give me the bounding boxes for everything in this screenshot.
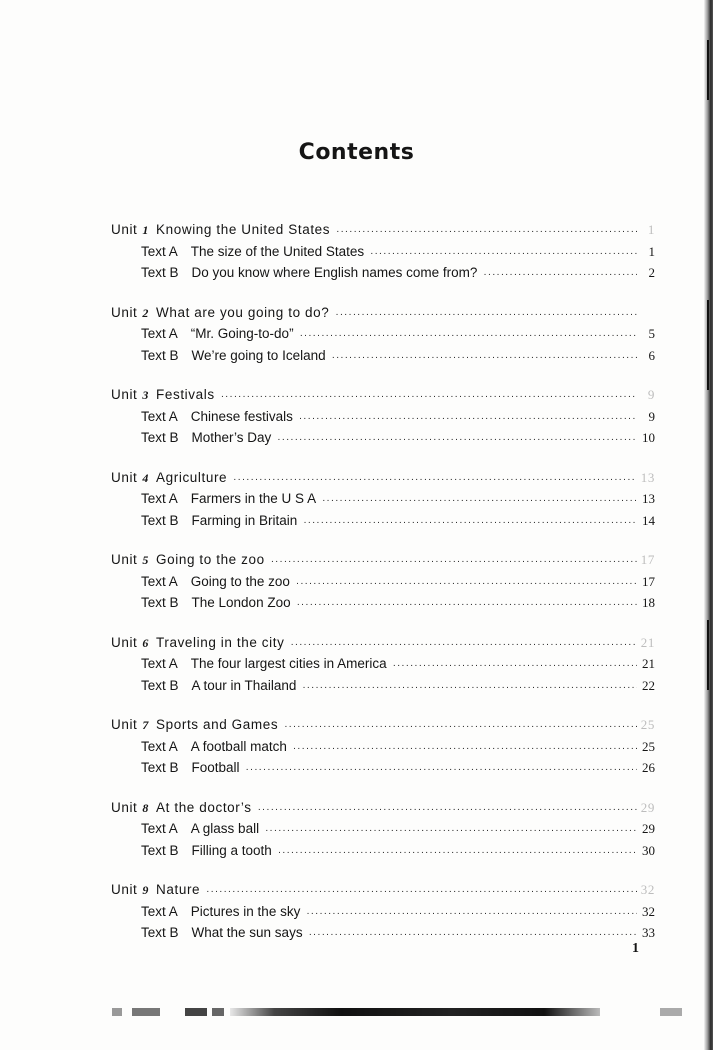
- text-entry[interactable]: [111, 571, 655, 593]
- text-entry[interactable]: [111, 262, 655, 284]
- dot-leader: [233, 469, 637, 491]
- unit-label: Unit: [111, 634, 138, 650]
- text-page-number: 9: [648, 408, 655, 424]
- unit-entry[interactable]: [111, 879, 655, 901]
- unit-group: [111, 219, 655, 284]
- table-of-contents: [111, 219, 655, 962]
- unit-title: Going to the zoo: [156, 552, 265, 567]
- dot-leader: [309, 924, 637, 946]
- text-entry[interactable]: [111, 818, 655, 840]
- text-title: Farming in Britain: [191, 512, 298, 528]
- unit-number: 1: [142, 223, 150, 237]
- dot-leader: [290, 634, 636, 656]
- unit-entry[interactable]: [111, 384, 655, 406]
- text-entry[interactable]: [111, 488, 655, 510]
- unit-page-number: 9: [647, 387, 655, 402]
- text-entry[interactable]: [111, 241, 655, 263]
- unit-group: [111, 632, 655, 697]
- text-entry[interactable]: [111, 922, 655, 944]
- text-title: Do you know where English names come from?: [191, 265, 478, 280]
- dot-leader: [278, 842, 637, 864]
- unit-title: Knowing the United States: [156, 222, 331, 237]
- unit-group: [111, 797, 655, 862]
- dot-leader: [265, 820, 637, 842]
- page-number: 1: [632, 941, 639, 956]
- unit-page-number: 13: [640, 469, 655, 485]
- unit-group: [111, 549, 655, 614]
- unit-group: [111, 714, 655, 779]
- unit-label: Unit: [111, 387, 138, 402]
- dot-leader: [370, 243, 637, 265]
- text-label: Text B: [141, 347, 179, 363]
- text-title: A tour in Thailand: [191, 677, 297, 693]
- unit-entry[interactable]: [111, 714, 655, 736]
- unit-number: 6: [142, 635, 150, 650]
- text-label: Text A: [141, 326, 178, 341]
- dot-leader: [246, 759, 637, 781]
- text-page-number: 26: [642, 760, 655, 775]
- unit-group: [111, 879, 655, 944]
- text-title: Football: [191, 760, 240, 775]
- text-label: Text B: [141, 842, 179, 858]
- text-page-number: 2: [648, 265, 655, 280]
- text-page-number: 18: [642, 595, 655, 610]
- text-page-number: 6: [648, 347, 655, 363]
- text-page-number: 32: [642, 903, 655, 919]
- unit-group: [111, 467, 655, 532]
- text-entry[interactable]: [111, 323, 655, 345]
- dot-leader: [206, 881, 637, 903]
- unit-page-number: 1: [647, 222, 655, 237]
- text-entry[interactable]: [111, 840, 655, 862]
- dot-leader: [277, 429, 637, 451]
- unit-group: [111, 302, 655, 367]
- unit-entry[interactable]: [111, 467, 655, 489]
- text-title: The four largest cities in America: [190, 656, 387, 671]
- text-label: Text B: [141, 512, 179, 528]
- unit-title: Sports and Games: [156, 717, 279, 732]
- text-title: We’re going to Iceland: [191, 347, 326, 363]
- text-label: Text B: [141, 677, 179, 693]
- text-title: Farmers in the U S A: [190, 491, 317, 506]
- text-label: Text A: [141, 656, 178, 671]
- unit-number: 8: [142, 800, 150, 815]
- text-label: Text A: [141, 573, 178, 589]
- page-title: Contents: [298, 140, 415, 165]
- text-page-number: 1: [648, 243, 655, 259]
- scan-edge-fleck: [707, 620, 709, 690]
- text-page-number: 29: [642, 821, 655, 836]
- unit-title: At the doctor’s: [156, 799, 252, 815]
- dot-leader: [271, 551, 637, 573]
- unit-number: 7: [142, 718, 150, 732]
- text-label: Text A: [141, 408, 178, 424]
- unit-page-number: 25: [640, 717, 655, 732]
- unit-entry[interactable]: [111, 549, 655, 571]
- text-entry[interactable]: [111, 736, 655, 758]
- unit-title: Agriculture: [156, 469, 228, 485]
- unit-number: 9: [142, 883, 150, 897]
- text-page-number: 21: [642, 656, 655, 671]
- scan-fleck: [112, 1008, 122, 1016]
- text-label: Text A: [141, 738, 178, 754]
- unit-title: What are you going to do?: [156, 304, 330, 320]
- text-label: Text A: [141, 903, 178, 919]
- dot-leader: [296, 573, 637, 595]
- text-title: A glass ball: [190, 821, 260, 836]
- text-entry[interactable]: [111, 510, 655, 532]
- text-title: Filling a tooth: [191, 842, 272, 858]
- dot-leader: [297, 594, 637, 616]
- unit-title: Festivals: [156, 387, 215, 402]
- text-page-number: 10: [642, 430, 655, 445]
- dot-leader: [335, 304, 637, 326]
- scan-fleck: [660, 1008, 682, 1016]
- text-title: Mother’s Day: [191, 430, 272, 445]
- unit-number: 3: [142, 388, 150, 402]
- dot-leader: [336, 221, 637, 243]
- text-label: Text B: [141, 595, 179, 610]
- text-title: Going to the zoo: [190, 573, 290, 589]
- scan-fleck: [185, 1008, 207, 1016]
- dot-leader: [293, 738, 637, 760]
- dot-leader: [393, 655, 637, 677]
- unit-number: 2: [142, 305, 150, 320]
- text-entry[interactable]: [111, 901, 655, 923]
- text-page-number: 5: [648, 326, 655, 341]
- dot-leader: [302, 677, 637, 699]
- text-label: Text A: [141, 821, 178, 836]
- text-title: The size of the United States: [190, 243, 365, 259]
- unit-label: Unit: [111, 552, 138, 567]
- text-page-number: 33: [642, 925, 655, 940]
- text-label: Text A: [141, 491, 178, 506]
- unit-label: Unit: [111, 469, 138, 485]
- text-page-number: 13: [642, 491, 655, 506]
- unit-page-number: 21: [640, 634, 655, 650]
- scan-edge-fleck: [707, 300, 709, 390]
- unit-page-number: 17: [640, 552, 655, 567]
- text-page-number: 14: [642, 512, 655, 528]
- unit-entry[interactable]: [111, 219, 655, 241]
- unit-title: Nature: [156, 882, 201, 897]
- text-page-number: 17: [642, 573, 655, 589]
- unit-label: Unit: [111, 717, 138, 732]
- text-entry[interactable]: [111, 427, 655, 449]
- text-entry[interactable]: [111, 406, 655, 428]
- text-page-number: 30: [642, 842, 655, 858]
- unit-entry[interactable]: [111, 302, 655, 324]
- text-entry[interactable]: [111, 592, 655, 614]
- scan-fleck: [212, 1008, 224, 1016]
- unit-page-number: 29: [640, 799, 655, 815]
- text-entry[interactable]: [111, 675, 655, 697]
- unit-label: Unit: [111, 222, 138, 237]
- text-title: What the sun says: [191, 925, 303, 940]
- dot-leader: [300, 325, 637, 347]
- text-label: Text B: [141, 760, 179, 775]
- unit-entry[interactable]: [111, 797, 655, 819]
- dot-leader: [284, 716, 637, 738]
- unit-number: 5: [142, 553, 150, 567]
- text-label: Text A: [141, 243, 178, 259]
- unit-group: [111, 384, 655, 449]
- unit-entry[interactable]: [111, 632, 655, 654]
- dot-leader: [306, 903, 637, 925]
- text-page-number: 25: [642, 738, 655, 754]
- text-entry[interactable]: [111, 757, 655, 779]
- text-title: Pictures in the sky: [190, 903, 301, 919]
- unit-number: 4: [142, 470, 150, 485]
- dot-leader: [303, 512, 637, 534]
- text-title: “Mr. Going-to-do”: [190, 326, 294, 341]
- text-entry[interactable]: [111, 653, 655, 675]
- text-title: The London Zoo: [191, 595, 291, 610]
- text-title: Chinese festivals: [190, 408, 293, 424]
- dot-leader: [221, 386, 637, 408]
- text-label: Text B: [141, 265, 179, 280]
- unit-page-number: 32: [640, 882, 655, 897]
- dot-leader: [332, 347, 637, 369]
- scan-artifact-band: [230, 1008, 600, 1016]
- scan-fleck: [132, 1008, 160, 1016]
- text-title: A football match: [190, 738, 287, 754]
- dot-leader: [322, 490, 637, 512]
- unit-label: Unit: [111, 304, 138, 320]
- text-label: Text B: [141, 430, 179, 445]
- dot-leader: [299, 408, 637, 430]
- text-page-number: 22: [642, 677, 655, 693]
- unit-label: Unit: [111, 882, 138, 897]
- unit-title: Traveling in the city: [156, 634, 285, 650]
- text-entry[interactable]: [111, 345, 655, 367]
- dot-leader: [258, 799, 637, 821]
- scan-edge-fleck: [707, 40, 709, 100]
- unit-label: Unit: [111, 799, 138, 815]
- dot-leader: [483, 264, 637, 286]
- text-label: Text B: [141, 925, 179, 940]
